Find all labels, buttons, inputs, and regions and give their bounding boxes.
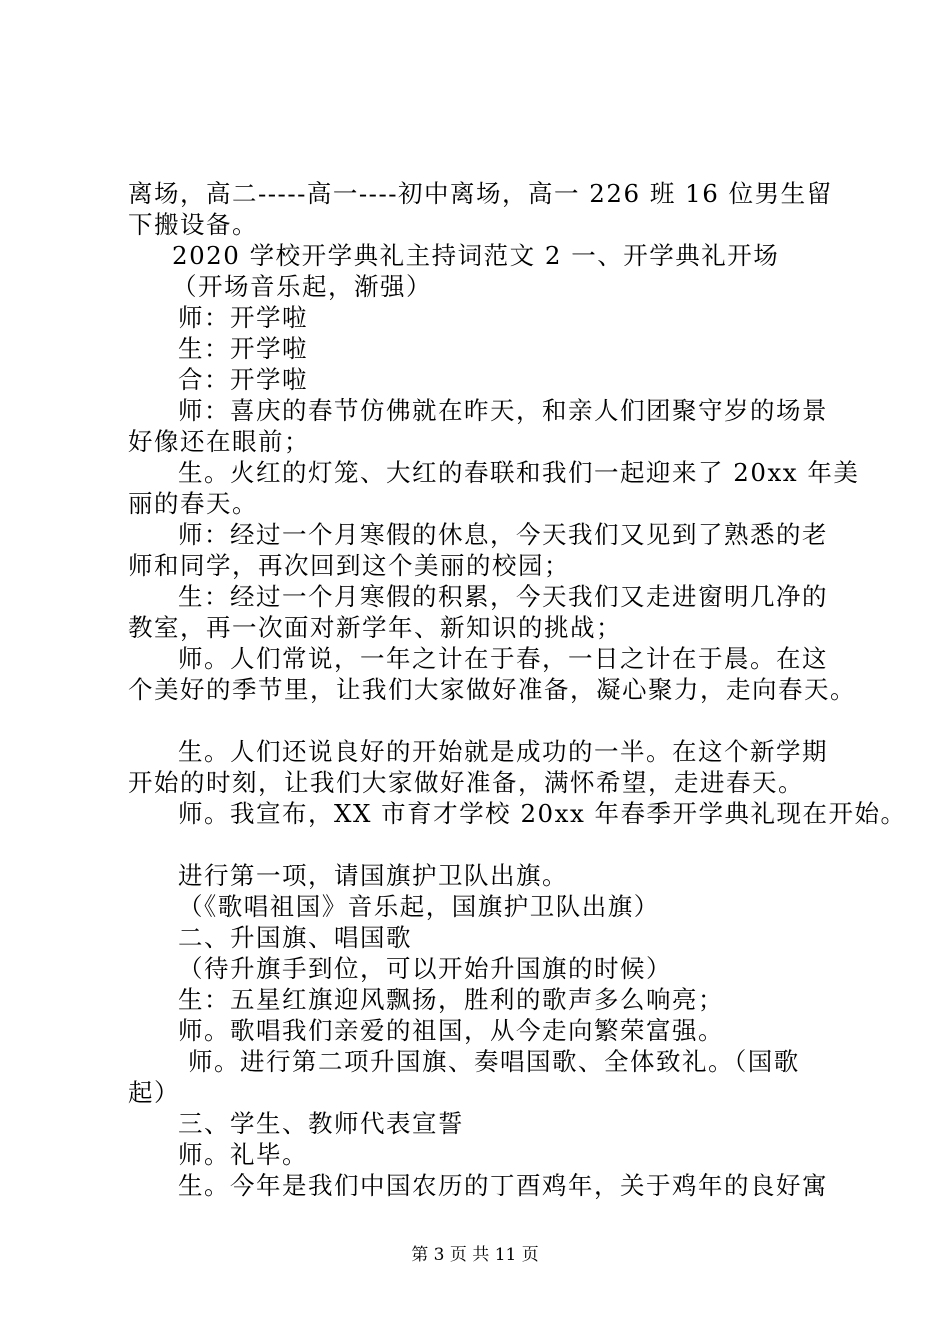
text-line: 生。人们还说良好的开始就是成功的一半。在这个新学期 (178, 737, 828, 766)
text-line: 师。进行第二项升国旗、奏唱国歌、全体致礼。（国歌 (188, 1047, 800, 1076)
text-line: 生：五星红旗迎风飘扬，胜利的歌声多么响亮； (178, 985, 724, 1014)
text-line: 丽的春天。 (128, 489, 258, 518)
text-line: 师：喜庆的春节仿佛就在昨天，和亲人们团聚守岁的场景 (178, 396, 828, 425)
text-line: 2020 学校开学典礼主持词范文 2 一、开学典礼开场 (172, 241, 780, 270)
text-line: 好像还在眼前； (128, 427, 310, 456)
text-line: 三、学生、教师代表宣誓 (178, 1109, 464, 1138)
text-line: 师和同学，再次回到这个美丽的校园； (128, 551, 570, 580)
text-line: 生。火红的灯笼、大红的春联和我们一起迎来了 20xx 年美 (178, 458, 860, 487)
text-line: 个美好的季节里，让我们大家做好准备，凝心聚力，走向春天。 (128, 675, 856, 704)
text-line: 二、升国旗、唱国歌 (178, 923, 412, 952)
text-line: 下搬设备。 (128, 210, 258, 239)
text-line: 合：开学啦 (178, 365, 308, 394)
text-line: 离场，高二-----高一----初中离场，高一 226 班 16 位男生留 (128, 179, 833, 208)
text-line: 进行第一项，请国旗护卫队出旗。 (178, 861, 568, 890)
page-footer: 第 3 页 共 11 页 (411, 1245, 539, 1265)
text-line: （《歌唱祖国》音乐起，国旗护卫队出旗） (178, 892, 660, 921)
text-line: 生。今年是我们中国农历的丁酉鸡年，关于鸡年的良好寓 (178, 1171, 828, 1200)
text-line: 师。我宣布，XX 市育才学校 20xx 年春季开学典礼现在开始。 (178, 799, 907, 828)
document-body (128, 178, 907, 1201)
text-line: 教室，再一次面对新学年、新知识的挑战； (128, 613, 622, 642)
text-line: （开场音乐起，渐强） (172, 272, 432, 301)
text-line: 师。人们常说，一年之计在于春，一日之计在于晨。在这 (178, 644, 828, 673)
text-line: 师。歌唱我们亲爱的祖国，从今走向繁荣富强。 (178, 1016, 724, 1045)
text-line: 师：经过一个月寒假的休息，今天我们又见到了熟悉的老 (178, 520, 828, 549)
text-line: 生：开学啦 (178, 334, 308, 363)
blank-line (128, 705, 843, 736)
text-line: 师：开学啦 (178, 303, 308, 332)
text-line: 起） (128, 1078, 180, 1107)
text-line: （待升旗手到位，可以开始升国旗的时候） (178, 954, 672, 983)
text-line: 生：经过一个月寒假的积累，今天我们又走进窗明几净的 (178, 582, 828, 611)
text-line: 师。礼毕。 (178, 1140, 308, 1169)
text-line: 开始的时刻，让我们大家做好准备，满怀希望，走进春天。 (128, 768, 804, 797)
blank-line (128, 829, 843, 860)
